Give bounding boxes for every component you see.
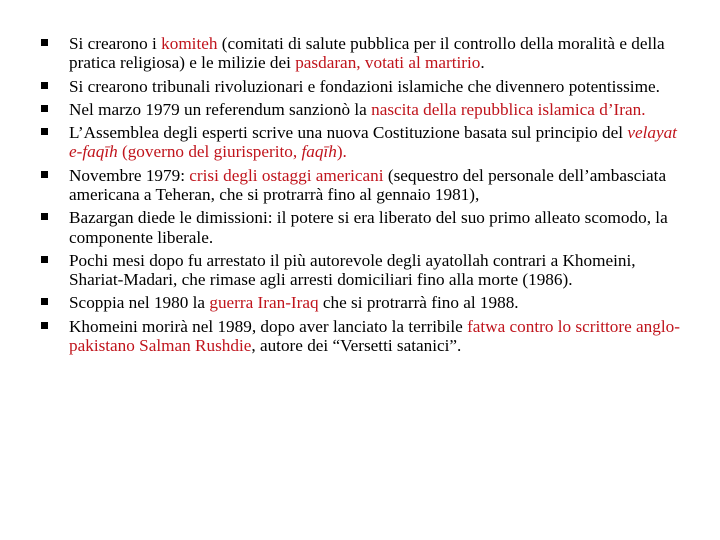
highlighted-text: ). — [336, 142, 347, 162]
bullet-text: Nel marzo 1979 un referendum sanzionò la — [69, 99, 372, 119]
square-bullet-icon — [41, 39, 48, 46]
square-bullet-icon — [41, 213, 48, 220]
bullet-item — [40, 100, 680, 119]
bullet-list — [40, 34, 680, 359]
bullet-text: . — [480, 53, 485, 73]
highlighted-text: velayat e-faqīh — [69, 123, 677, 162]
highlighted-text: komiteh — [161, 34, 218, 53]
bullet-text: (sequestro del personale dell’ambasciata americana a Teheran, che si protrarrà fino al gennaio 1981), — [69, 165, 667, 205]
square-bullet-icon — [41, 322, 48, 329]
highlighted-text: fatwa contro lo scrittore anglo-pakistano Salman Rushdie — [69, 316, 680, 356]
bullet-text: (comitati di salute pubblica per il controllo della moralità e della pratica religiosa) e le milizie dei — [69, 34, 665, 73]
bullet-item — [40, 34, 680, 73]
square-bullet-icon — [41, 82, 48, 89]
square-bullet-icon — [41, 105, 48, 112]
bullet-text: Novembre 1979: — [69, 165, 190, 185]
bullet-item — [40, 317, 680, 356]
highlighted-text: crisi degli ostaggi americani — [189, 165, 384, 185]
highlighted-text: nascita della repubblica islamica d’Iran. — [371, 99, 646, 119]
bullet-text: Scoppia nel 1980 la — [69, 293, 210, 313]
square-bullet-icon — [41, 256, 48, 263]
bullet-text: Pochi mesi dopo fu arrestato il più autorevole degli ayatollah contrari a Khomeini, Shariat-Madari, che rimase agli arresti domiciliari fino alla morte (1986). — [69, 250, 636, 290]
bullet-text: Si crearono i — [69, 34, 162, 53]
highlighted-text: faqīh — [301, 142, 337, 162]
highlighted-text: pasdaran, votati al martirio — [295, 53, 481, 73]
bullet-item — [40, 123, 680, 162]
bullet-item — [40, 77, 680, 96]
bullet-text: Khomeini morirà nel 1989, dopo aver lanciato la terribile — [69, 316, 468, 336]
bullet-item — [40, 208, 680, 247]
bullet-text: Bazargan diede le dimissioni: il potere si era liberato del suo primo alleato scomodo, la componente liberale. — [69, 208, 668, 247]
square-bullet-icon — [41, 128, 48, 135]
bullet-item — [40, 293, 680, 312]
bullet-text: che si protrarrà fino al 1988. — [318, 293, 519, 313]
highlighted-text: guerra Iran-Iraq — [209, 293, 319, 313]
bullet-item — [40, 251, 680, 290]
bullet-text: L’Assemblea degli esperti scrive una nuova Costituzione basata sul principio del — [69, 123, 628, 143]
bullet-text: Si crearono tribunali rivoluzionari e fondazioni islamiche che divennero potentissime. — [69, 76, 660, 96]
bullet-text: , autore dei “Versetti satanici”. — [251, 336, 462, 356]
square-bullet-icon — [41, 298, 48, 305]
square-bullet-icon — [41, 171, 48, 178]
bullet-item — [40, 166, 680, 205]
highlighted-text: (governo del giurisperito, — [117, 142, 302, 162]
